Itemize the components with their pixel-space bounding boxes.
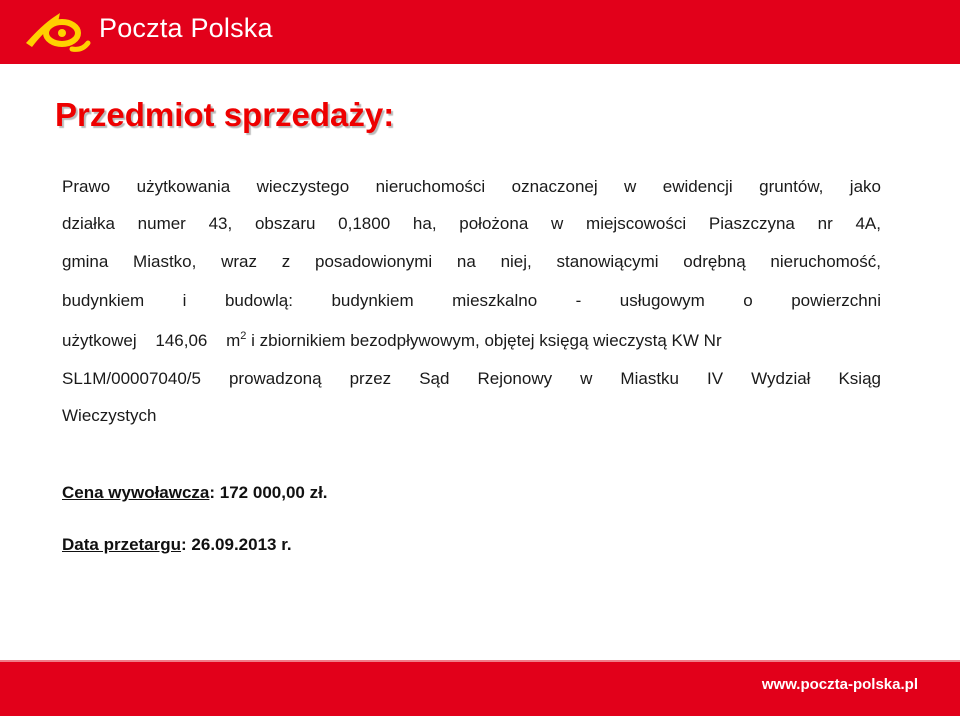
description-line-3: gmina Miastko, wraz z posadowionymi na niej, stanowiącymi odrębną nieruchomość, [62,252,881,271]
brand-name: Poczta Polska [99,13,273,43]
auction-date [62,534,292,556]
description-line-1: Prawo użytkowania wieczystego nieruchomości oznaczonej w ewidencji gruntów, jako [62,177,881,196]
poczta-polska-logo-icon [22,9,92,55]
footer-bar [0,662,960,716]
starting-price-value: : 172 000,00 zł. [209,483,328,502]
description-line-5 [62,330,881,352]
auction-date-value: : 26.09.2013 r. [181,535,292,554]
starting-price [62,482,328,504]
description-line-2: działka numer 43, obszaru 0,1800 ha, położona w miejscowości Piaszczyna nr 4A, [62,214,881,233]
auction-date-label: Data przetargu [62,535,182,554]
usable-area-text: użytkowej 146,06 m [62,331,241,350]
area-superscript: 2 [240,330,247,342]
slide-title: Przedmiot sprzedaży: [55,96,395,133]
description-line-7: Wieczystych [62,406,157,425]
description-line-5-rest: i zbiornikiem bezodpływowym, objętej księgą wieczystą KW Nr [251,331,722,350]
starting-price-label: Cena wywoławcza [62,483,210,502]
footer-url: www.poczta-polska.pl [761,676,918,693]
header-bar [0,0,960,64]
description-line-4: budynkiem i budowlą: budynkiem mieszkalno - usługowym o powierzchni [62,291,881,310]
description-line-6: SL1M/00007040/5 prowadzoną przez Sąd Rejonowy w Miastku IV Wydział Ksiąg [62,369,881,388]
